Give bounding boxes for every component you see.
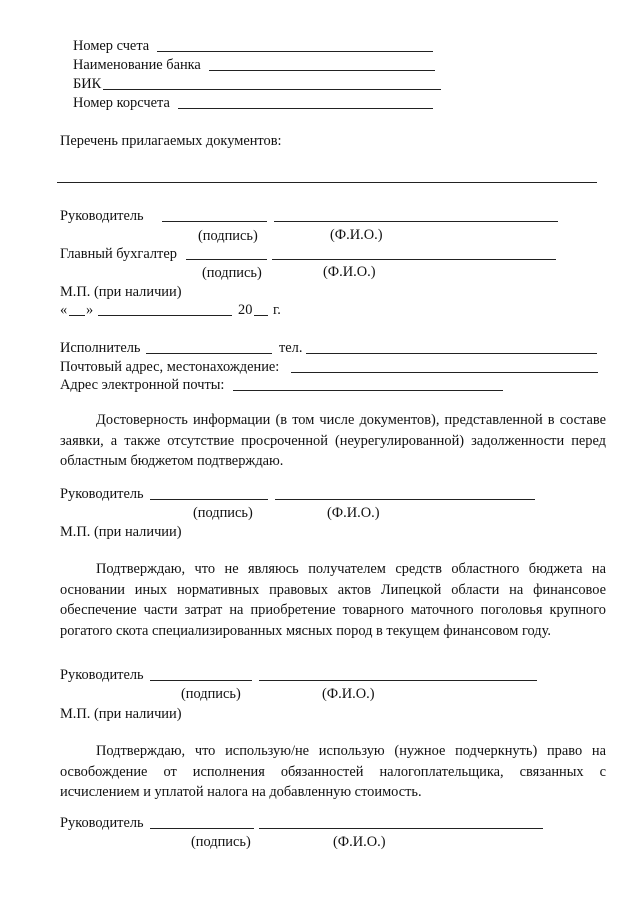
confirmation-paragraph-2: Подтверждаю, что не являюсь получателем средств областного бюджета на основании иных нормативных правовых актов Липецкой области на финансовое обеспечение части затрат на приобретение товарного маточного поголовья крупного рогатого скота специализированных мясных пород в текущем финансовом году. <box>60 561 606 639</box>
bank-name-label: Наименование банка <box>73 57 201 73</box>
date-close-quote: » <box>86 302 94 318</box>
bik-field[interactable] <box>103 89 441 90</box>
confirm2-fio-field[interactable] <box>259 680 537 681</box>
chief-accountant-label: Главный бухгалтер <box>60 246 177 262</box>
executor-field[interactable] <box>146 353 272 354</box>
chief-accountant-fio-caption: (Ф.И.О.) <box>323 264 376 280</box>
confirmation-paragraph-1: Достоверность информации (в том числе документов), представленной в составе заявки, а также отсутствие просроченной (неурегулированной) задолженности перед областным бюджетом подтверждаю. <box>60 412 606 469</box>
confirm3-fio-caption: (Ф.И.О.) <box>333 834 386 850</box>
account-number-field[interactable] <box>157 51 433 52</box>
confirm1-head-label: Руководитель <box>60 486 144 502</box>
confirm3-signature-field[interactable] <box>150 828 254 829</box>
confirmation-paragraph-3: Подтверждаю, что использую/не использую (нужное подчеркнуть) право на освобождение от исполнения обязанностей налогоплательщика, связанных с исчислением и уплатой налога на добавленную стоимость. <box>60 743 606 800</box>
chief-accountant-signature-caption: (подпись) <box>202 265 262 281</box>
confirm1-signature-field[interactable] <box>150 499 268 500</box>
head-label: Руководитель <box>60 208 144 224</box>
phone-label: тел. <box>279 340 303 356</box>
head-fio-field[interactable] <box>274 221 558 222</box>
date-year-suffix: г. <box>273 302 281 318</box>
confirm2-fio-caption: (Ф.И.О.) <box>322 686 375 702</box>
date-month-field[interactable] <box>98 315 232 316</box>
confirm1-fio-field[interactable] <box>275 499 535 500</box>
head-signature-field[interactable] <box>162 221 267 222</box>
confirm2-signature-field[interactable] <box>150 680 252 681</box>
documents-list-label: Перечень прилагаемых документов: <box>60 133 282 149</box>
email-label: Адрес электронной почты: <box>60 377 225 393</box>
confirm2-head-label: Руководитель <box>60 667 144 683</box>
head-fio-caption: (Ф.И.О.) <box>330 227 383 243</box>
corr-account-field[interactable] <box>178 108 433 109</box>
stamp-note: М.П. (при наличии) <box>60 284 182 300</box>
confirm3-signature-caption: (подпись) <box>191 834 251 850</box>
email-field[interactable] <box>233 390 503 391</box>
executor-label: Исполнитель <box>60 340 141 356</box>
confirm1-stamp-note: М.П. (при наличии) <box>60 524 182 540</box>
confirm3-fio-field[interactable] <box>259 828 543 829</box>
account-number-label: Номер счета <box>73 38 150 54</box>
phone-field[interactable] <box>306 353 597 354</box>
chief-accountant-fio-field[interactable] <box>272 259 556 260</box>
head-signature-caption: (подпись) <box>198 228 258 244</box>
corr-account-label: Номер корсчета <box>73 95 170 111</box>
documents-list-field[interactable] <box>57 182 597 183</box>
confirm1-signature-caption: (подпись) <box>193 505 253 521</box>
date-year-field[interactable] <box>254 315 268 316</box>
postal-address-label: Почтовый адрес, местонахождение: <box>60 359 280 375</box>
confirm2-signature-caption: (подпись) <box>181 686 241 702</box>
bank-name-field[interactable] <box>209 70 435 71</box>
chief-accountant-signature-field[interactable] <box>186 259 267 260</box>
bik-label: БИК <box>73 76 102 92</box>
date-day-field[interactable] <box>69 315 85 316</box>
confirm3-head-label: Руководитель <box>60 815 144 831</box>
date-open-quote: « <box>60 302 68 318</box>
confirm1-fio-caption: (Ф.И.О.) <box>327 505 380 521</box>
date-century: 20 <box>238 302 253 318</box>
confirm2-stamp-note: М.П. (при наличии) <box>60 706 182 722</box>
postal-address-field[interactable] <box>291 372 598 373</box>
